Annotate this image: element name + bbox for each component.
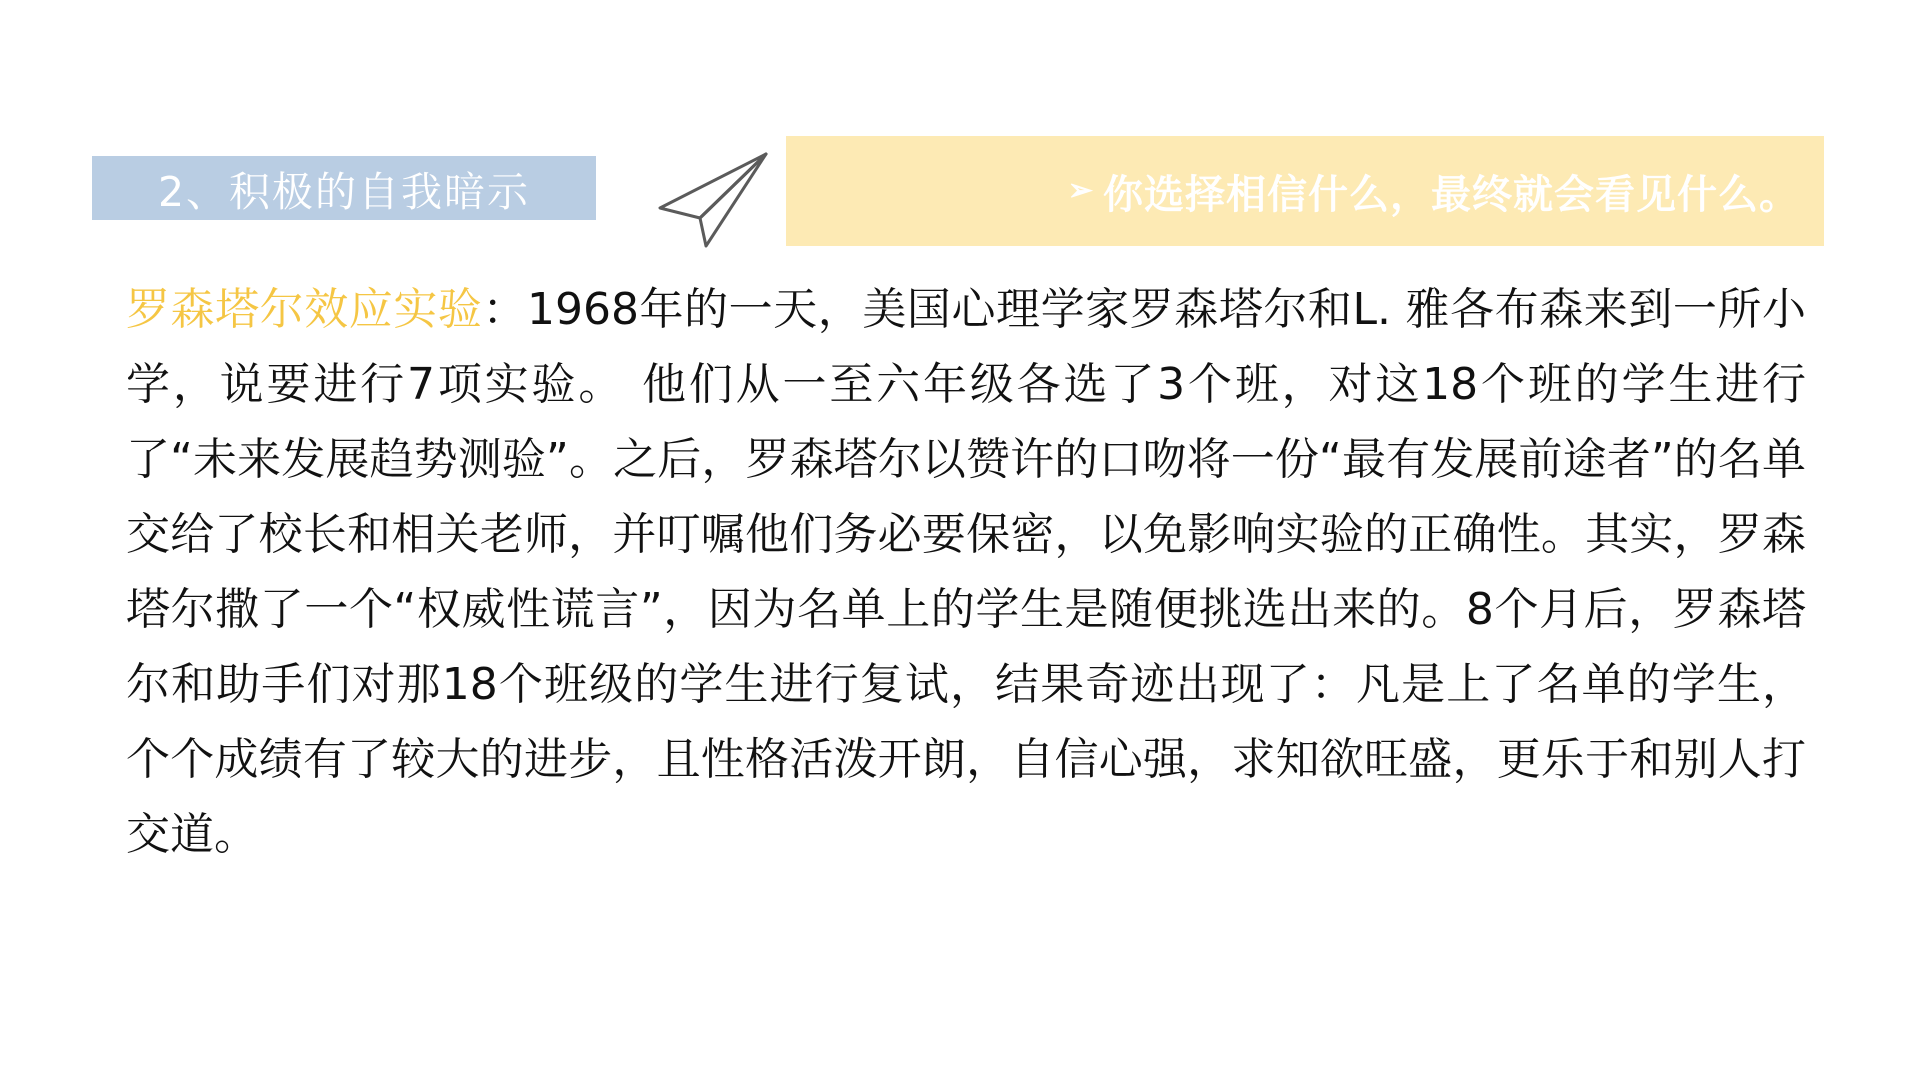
slide-header	[0, 68, 1920, 218]
body-content	[126, 228, 1806, 916]
paragraph-text: ：1968年的一天，美国心理学家罗森塔尔和L. 雅各布森来到一所小学，说要进行7项实验。 他们从一至六年级各选了3个班，对这18个班的学生进行了“未来发展趋势测验”。之后，罗森塔尔以赞许的口吻将一份“最有发展前途者”的名单交给了校长和相关老师，并叮嘱他们务必要保密，以免影响实验的正确性。其实，罗森塔尔撒了一个“权威性谎言”，因为名单上的学生是随便挑选出来的。8个月后，罗森塔尔和助手们对那18个班级的学生进行复试，结果奇迹出现了：凡是上了名单的学生，个个成绩有了较大的进步，且性格活泼开朗，自信心强，求知欲旺盛，更乐于和别人打交道。	[126, 284, 1806, 860]
highlighted-term: 罗森塔尔效应实验	[126, 284, 483, 335]
arrow-bullet-icon: ➢	[1067, 174, 1093, 207]
paragraph-block	[126, 272, 1806, 872]
section-title-chip	[92, 156, 596, 220]
banner-quote-text: 你选择相信什么，最终就会看见什么。	[1103, 171, 1800, 218]
page-title: 2、积极的自我暗示	[157, 167, 531, 216]
